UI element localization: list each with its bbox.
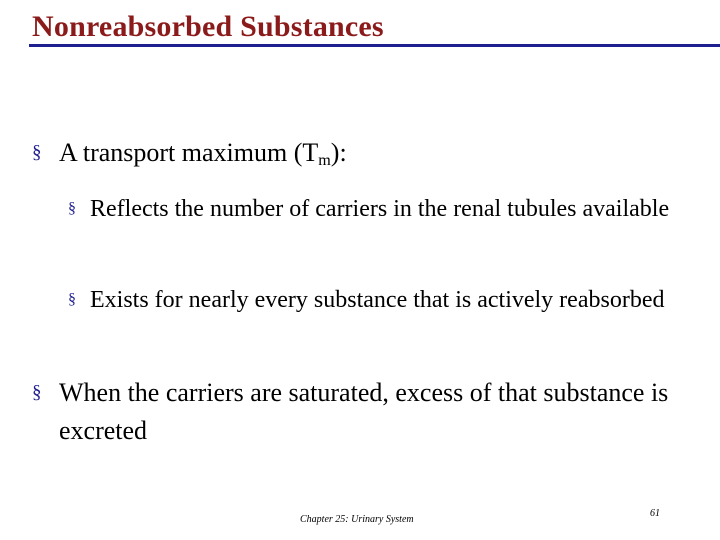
slide-footer: Chapter 25: Urinary System (300, 514, 414, 525)
bullet-transport-maximum (32, 134, 692, 180)
bullet-text (32, 134, 692, 180)
sub-bullet-exists (68, 283, 698, 317)
page-number: 61 (650, 508, 660, 519)
bullet-text: Exists for nearly every substance that is actively reabsorbed (90, 287, 665, 313)
bullet-marker: § (68, 200, 76, 217)
slide-title: Nonreabsorbed Substances (32, 10, 384, 43)
bullet-saturated (32, 374, 692, 450)
title-underline (29, 44, 720, 47)
subscript: m (318, 152, 331, 170)
bullet-marker: § (68, 291, 76, 308)
bullet-marker: § (32, 142, 42, 163)
bullet-text-part: ): (330, 138, 347, 167)
bullet-text: When the carriers are saturated, excess of that substance is excreted (59, 378, 669, 445)
bullet-marker: § (32, 382, 42, 403)
sub-bullet-reflects (68, 192, 698, 226)
bullet-text-part: A transport maximum (T (59, 138, 319, 167)
bullet-text: Reflects the number of carriers in the renal tubules available (90, 196, 670, 222)
